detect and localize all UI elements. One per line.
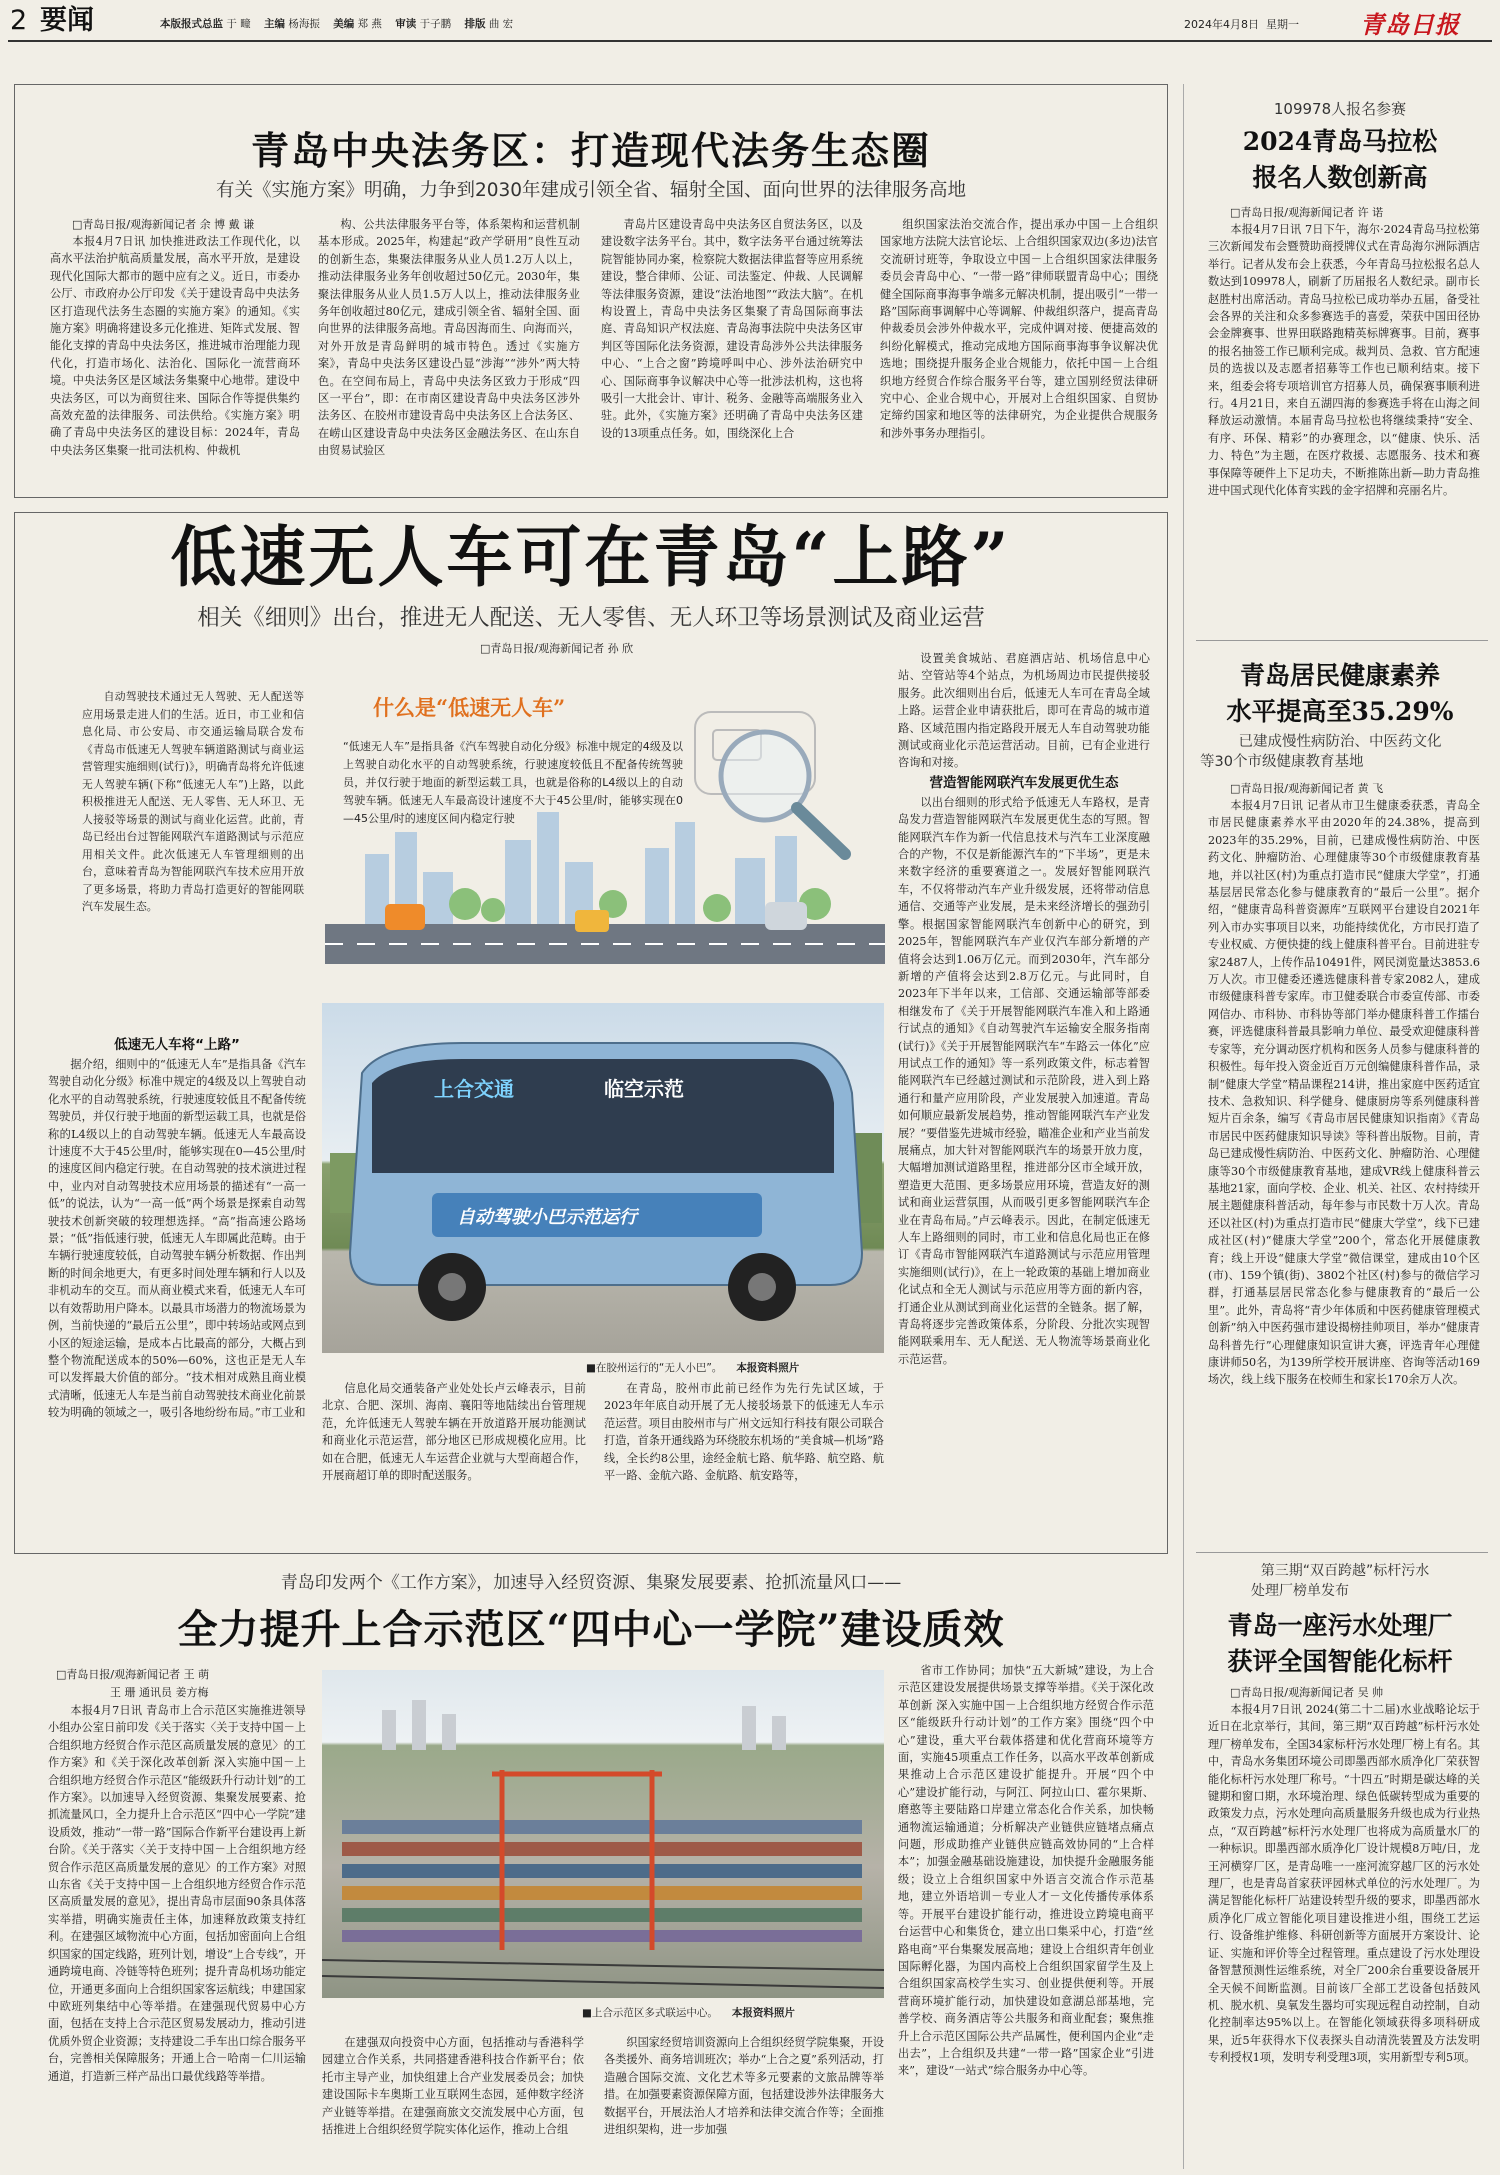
credit-layout: 排版 曲 宏 bbox=[464, 18, 514, 30]
containers-illustration bbox=[342, 1820, 862, 1942]
newspaper-logo: 青岛日报 bbox=[1360, 10, 1460, 39]
credit-proof: 审读 于子鹏 bbox=[395, 18, 452, 30]
byline-health: □青岛日报/观海新闻记者 黄 飞 bbox=[1230, 782, 1384, 795]
sco-col-3: 织国家经贸培训资源向上合组织经贸学院集聚，开设各类援外、商务培训班次；举办“上合之夏”系列活动，打造融合国际交流、文化艺术等多元要素的文旅品牌等举措。在加强要素资源保障方面，包括建设涉外法律服务大数据平台，开展法治人才培养和法律交流合作等；全面推进组织架构，进一步加强 bbox=[604, 2036, 884, 2137]
byline-unmanned: □青岛日报/观海新闻记者 孙 欣 bbox=[480, 642, 634, 655]
sidebar-divider bbox=[1183, 84, 1184, 2169]
headline-wastewater-1: 青岛一座污水处理厂 bbox=[1227, 1611, 1453, 1640]
kicker-marathon: 109978人报名参赛 bbox=[1273, 100, 1407, 118]
editorial-credits bbox=[160, 16, 513, 31]
caption-logistics: ■上合示范区多式联运中心。 本报资料照片 bbox=[582, 2007, 795, 2019]
unmanned-col-3: 在青岛，胶州市此前已经作为先行先试区域，于2023年年底自动开展了无人接驳场景下的低速无人车示范运营。项目由胶州市与广州文远知行科技有限公司联合打造，首条开通线路为环绕胶东机场的“美食城—机场”路线，全长约8公里，途经金航七路、航华路、航空路、航平一路、金航六路、金航路、航安路等， bbox=[604, 1382, 884, 1483]
photo-logistics-center bbox=[322, 1670, 884, 1998]
headline-wastewater-2: 获评全国智能化标杆 bbox=[1227, 1647, 1453, 1676]
credit-editor: 主编 杨海振 bbox=[264, 18, 320, 30]
legal-col-3: 青岛片区建设青岛中央法务区自贸法务区，以及建设数字法务平台。其中，数字法务平台通过统筹法院智能协同办案，检察院大数据法律监督等应用系统建设，整合律师、公证、司法鉴定、仲裁、人民调解等法律服务资源，建设“法治地图”“政法大脑”。在机构设置上，青岛中央法务区集聚了青岛国际商事法庭、青岛知识产权法庭、青岛海事法院中央法务区审判区等国际化法务资源，建设青岛涉外公共法律服务中心、“上合之窗”跨境呼叫中心、涉外法治研究中心、国际商事争议解决中心等一批涉法机构，这也将吸引一大批会计、审计、税务、金融等高端服务业入驻。此外，《实施方案》还明确了青岛中央法务区建设的13项重点任务。如，围绕深化上合 bbox=[601, 218, 863, 440]
kicker-sco: 青岛印发两个《工作方案》，加速导入经贸资源、集聚发展要素、抢抓流量风口—— bbox=[280, 1573, 902, 1593]
headline-sco: 全力提升上合示范区“四中心一学院”建设质效 bbox=[177, 1606, 1005, 1653]
skyline-icon bbox=[365, 812, 797, 924]
bus-sign-1: 上合交通 bbox=[434, 1077, 514, 1101]
issue-date: 2024年4月8日 星期一 bbox=[1184, 18, 1299, 31]
byline-wastewater: □青岛日报/观海新闻记者 吴 帅 bbox=[1230, 1686, 1384, 1699]
byline-sco-2: 王 珊 通讯员 姜方梅 bbox=[110, 1686, 209, 1699]
subhead-ecosystem: 营造智能网联汽车发展更优生态 bbox=[929, 774, 1119, 791]
unmanned-col-1: 低速无人车将“上路” 据介绍，细则中的“低速无人车”是指具备《汽车驾驶自动化分级》标准中规定的4级及以上驾驶自动化水平的自动驾驶系统，行驶速度较低且不配备传统驾驶员，并仅行驶于地面的新型运载工具，也就是俗称的L4级以上的自动驾驶车辆。低速无人车最高设计速度不大于45公里/时，能够实现在0—45公里/时的速度区间内稳定行驶。在自动驾驶的技术演进过程中，业内对自动驾驶技术应用场景的描述有“一高一低”的说法，认为“一高一低”两个场景是探索自动驾驶技术创新突破的较理想选择。“高”指高速公路场景；“低”指低速行驶，低速无人车即属此范畴。由于车辆行驶速度较低，自动驾驶车辆分析数据、作出判断的时间余地更大，有更多时间处理车辆和行人以及非机动车的交互。而从商业模式来看，低速无人车可以有效帮助用户降本。以最具市场潜力的物流场景为例，当前快递的“最后五公里”，即中转场站或网点到小区的短途运输，是成本占比最高的部分，大概占到整个物流配送成本的50%—60%，这也正是无人车可以发挥最大价值的部分。“技术相对成熟且商业模式清晰，低速无人车是当前自动驾驶技术商业化前景较为明确的领域之一，吸引各地纷纷布局。”市工业和 bbox=[48, 1034, 306, 1549]
credit-art: 美编 郑 燕 bbox=[333, 18, 382, 30]
sidebar-rule-1 bbox=[1196, 640, 1488, 641]
info-text: “低速无人车”是指具备《汽车驾驶自动化分级》标准中规定的4级及以上驾驶自动化水平的自动驾驶系统，行驶速度较低且不配备传统驾驶员，并仅行驶于地面的新型运载工具，也就是俗称的L4级以上的自动驾驶车辆。低速无人车最高设计速度不大于45公里/时，能够实现在0—45公里/时的速度区间内稳定行驶 bbox=[343, 740, 683, 825]
sco-col-2: 在建强双向投资中心方面，包括推动与香港科学园建立合作关系，共同搭建香港科技合作新平台；依托市主导产业，加快组建上合产业发展委员会；加快建设国际卡车奥斯工业互联网生态园，延伸数字经济产业链等举措。在建强商旅文交流发展中心方面，包括推进上合组织经贸学院实体化运作，推动上合组 bbox=[322, 2036, 584, 2137]
byline-legal: □青岛日报/观海新闻记者 余 博 戴 谦 bbox=[72, 218, 255, 231]
city-illustration bbox=[325, 672, 885, 992]
headline-marathon-2: 报名人数创新高 bbox=[1252, 163, 1428, 192]
headline-health-1: 青岛居民健康素养 bbox=[1239, 661, 1440, 690]
headline-legal-district: 青岛中央法务区：打造现代法务生态圈 bbox=[250, 128, 931, 173]
deck-health-2: 等30个市级健康教育基地 bbox=[1200, 754, 1364, 770]
legal-col-1: □青岛日报/观海新闻记者 余 博 戴 谦 本报4月7日讯 加快推进政法工作现代化，以高水平法治护航高质量发展，高水平开放，是建设现代化国际大都市的题中应有之义。近日，市委办公厅、市政府办公厅印发《关于建设青岛中央法务区打造现代法务生态圈的实施方案》的通知。《实施方案》明确将建设多元化推进、矩阵式发展、智能化支撑的青岛中央法务区，推进城市治理能力现代化，打造市场化、法治化、国际化一流营商环境。中央法务区是区域法务集聚中心地带。建设中央法务区，可以为商贸往来、国际合作等提供集约高效充盈的法律服务、司法供给。《实施方案》明确了青岛中央法务区的建设目标：2024年，青岛中央法务区集聚一批司法机构、仲裁机 bbox=[50, 218, 300, 457]
crane-illustration bbox=[492, 1770, 662, 1950]
photo-autonomous-bus bbox=[322, 1003, 884, 1353]
headline-unmanned-vehicle: 低速无人车可在青岛“上路” bbox=[170, 518, 1012, 596]
section-title: 要闻 bbox=[40, 5, 94, 36]
byline-sco-1: □青岛日报/观海新闻记者 王 萌 bbox=[56, 1668, 210, 1681]
health-body: □青岛日报/观海新闻记者 黄 飞 本报4月7日讯 记者从市卫生健康委获悉，青岛全市居民健康素养水平由2020年的24.38%，提高到2023年的35.29%，目前，已建成慢性病防治、中医药文化、肿瘤防治、心理健康等30个市级健康教育基地，并以社区(村)为重点打造市民“健康大学堂”，打通基层居民常态化参与健康教育的“最后一公里”。据介绍，“健康青岛科普资源库”互联网平台建设自2021年列入市办实事项目以来，功能持续优化，方市民打造了专业权威、方便快捷的线上健康科普平台。目前进驻专家2487人，上传作品10491件，网民浏览量达3853.6万人次。市卫健委还遴选健康科普专家2082人，建成市级健康科普专家库。市卫健委联合市委宣传部、市委网信办、市科协、市科协等部门举办健康科普工作擂台赛，评选健康科普最具影响力单位、最受欢迎健康科普专家等，充分调动医疗机构和医务人员参与健康科普的积极性。每年投入资金近百万元创编健康科普作品，录制“健康大学堂”精品课程214讲，推出家庭中医药适宜技术、急救知识、科学健身、健康厨房等系列健康科普短片百余条，编写《青岛市居民健康知识指南》《青岛市居民中医药健康知识导读》等科普出版物。目前，青岛已建成慢性病防治、中医药文化、肿瘤防治、心理健康等30个市级健康教育基地，建成VR线上健康科普云基地21家，面向学校、企业、机关、社区、农村持续开展主题健康科普活动，每年参与市民数十万人次。青岛还以社区(村)为重点打造市民“健康大学堂”，线下已建成社区(村)“健康大学堂”200个，常态化开展健康教育；线上开设“健康大学堂”微信课堂，建成由10个区(市)、159个镇(街)、3802个社区(村)参与的微信学习群，打通基层居民常态化参与健康教育的“最后一公里”。此外，青岛将“青少年体质和中医药健康管理模式创新”纳入中医药强市建设揭榜挂帅项目，举办“健康青岛科普先行”心理健康知识宣讲大赛，评选青年心理健康讲师50名，为139所学校开展讲座、咨询等活动169场次，线上线下服务在校师生和家长170余万人次。 bbox=[1208, 782, 1480, 1387]
byline-marathon: □青岛日报/观海新闻记者 许 诺 bbox=[1230, 206, 1384, 219]
subhead-on-road: 低速无人车将“上路” bbox=[114, 1037, 240, 1053]
sco-col-1: 本报4月7日讯 青岛市上合示范区实施推进领导小组办公室日前印发《关于落实〈关于支持中国－上合组织地方经贸合作示范区高质量发展的意见〉的工作方案》和《关于深化改革创新 深入实施中国－上合组织地方经贸合作示范区“能级跃升行动计划”的工作方案》。以加速导入经贸资源、集聚发展要素、抢抓流量风口，全力提升上合示范区“四中心一学院”建设质效，推动“一带一路”国际合作新平台建设再上新台阶。《关于落实〈关于支持中国－上合组织地方经贸合作示范区高质量发展的意见〉的工作方案》对照山东省《关于支持中国－上合组织地方经贸合作示范区高质量发展的意见》，提出青岛市层面90条具体落实举措，明确实施责任主体，加速释放政策支持红利。在建强区域物流中心方面，包括加密面向上合组织国家的国定线路，班列计划，增设“上合专线”，开通跨境电商、冷链等特色班列；提升青岛机场功能定位，开通更多面向上合组织国家客运航线；申建国家中欧班列集结中心等举措。在建强现代贸易中心方面，包括在支持上合示范区贸易发展动力，推动引进优质外贸企业资源；支持建设二手车出口综合服务平台，完善相关保障服务；开通上合－哈南－仁川运输通道，打造新三样产品出口最优线路等举措。 bbox=[48, 1704, 306, 2083]
legal-col-4: 组织国家法治交流合作，提出承办中国－上合组织国家地方法院大法官论坛、上合组织国家双边(多边)法官交流研讨班等，争取设立中国－上合组织国家法律服务委员会青岛中心、“一带一路”律师联盟青岛中心；围绕健全国际商事海事争端多元解决机制，提出吸引“一带一路”国际商事调解中心等调解、仲裁组织落户，提高青岛仲裁委员会涉外仲裁水平，完成仲调对接、便捷高效的纠纷化解模式，推动完成地方国际商事海事争议解决优选地；围绕提升服务企业合规能力，依托中国－上合组织地方经贸合作综合服务平台等，建立国别经贸法律研究中心、企业合规中心，开展对上合组织国家、自贸协定缔约国家和地区等的法律研究，为企业提供合规服务和涉外事务办理指引。 bbox=[880, 218, 1158, 440]
magnifier-icon bbox=[695, 712, 845, 854]
info-title: 什么是“低速无人车” bbox=[373, 695, 566, 720]
wastewater-body: □青岛日报/观海新闻记者 吴 帅 本报4月7日讯 2024(第二十二届)水业战略论坛于近日在北京举行，其间，第三期“双百跨越”标杆污水处理厂榜单发布，全国34家标杆污水处理厂榜上有名。其中，青岛水务集团环境公司即墨西部水质净化厂荣获智能化标杆污水处理厂称号。“十四五”时期是碳达峰的关键期和窗口期，水环境治理、绿色低碳转型成为重要的政策发力点，污水处理向高质量服务升级也成为行业热点，“双百跨越”标杆污水处理厂也将成为高质量水厂的一种标识。即墨西部水质净化厂设计规模8万吨/日，龙王河横穿厂区，是青岛唯一一座河流穿越厂区的污水处理厂，也是青岛首家获评园林式单位的污水处理厂。为满足智能化标杆厂站建设转型升级的要求，即墨西部水质净化厂成立智能化项目建设推进小组，围绕工艺运行、设备维护维修、科研创新等方面展开方案设计、论证、实施和评价等全过程管理。重点建设了污水处理设备智慧预测性运维系统，对全厂200余台重要设备展开全天候不间断监测。目前该厂全部工艺设备包括鼓风机、脱水机、臭氧发生器均可实现远程自动控制，自动化控制率达95%以上。在智能化领域获得多项科研成果，近5年获得水下仪表探头自动清洗装置及方法发明专利授权1项，发明专利受理3项，实用新型专利5项。 bbox=[1208, 1686, 1480, 2065]
marathon-body: □青岛日报/观海新闻记者 许 诺 本报4月7日讯 7日下午，海尔·2024青岛马拉松第三次新闻发布会暨赞助商授牌仪式在青岛海尔洲际酒店举行。记者从发布会上获悉，今年青岛马拉松报名总人数达到109978人，刷新了历届报名人数纪录。副市长赵胜村出席活动。青岛马拉松已成功举办五届，备受社会各界的关注和众多参赛选手的喜爱，荣获中国田径协会金牌赛事、世界田联路跑精英标牌赛事。目前，赛事的报名抽签工作已顺利完成。裁判员、急救、官方配速员的选拔以及志愿者招募等工作也已顺利结束。接下来，组委会将专项培训官方招募人员，确保赛事顺利进行。4月21日，来自五湖四海的参赛选手将在山海之间释放运动激情。本届青岛马拉松也将继续秉持“安全、有序、环保、精彩”的办赛理念，以“健康、快乐、活力、特色”为主题，在医疗救援、志愿服务、技术和赛事保障等硬件上下足功夫，不断推陈出新—助力青岛推进中国式现代化体育实践的金字招牌和亮丽名片。 bbox=[1208, 206, 1480, 498]
credit-chief: 本版报式总监 于 疃 bbox=[160, 18, 251, 30]
legal-col-2: 构、公共法律服务平台等，体系架构和运营机制基本形成。2025年，构建起“政产学研用”良性互动的创新生态，集聚法律服务从业人员1.2万人以上，推动法律服务业务年创收超过50亿元。2030年，集聚法律服务从业人员1.5万人以上，推动法律服务业务年创收超过80亿元，建成引领全省、辐射全国、面向世界的法律服务高地。青岛因海而生、向海而兴，对外开放是青岛鲜明的城市特色。透过《实施方案》，青岛中央法务区建设凸显“涉海”“涉外”两大特色。在空间布局上，青岛中央法务区致力于形成“四区一平台”，即：在市南区建设青岛中央法务区涉外法务区、在胶州市建设青岛中央法务区上合法务区、在崂山区建设青岛中央法务区金融法务区、在山东自由贸易试验区 bbox=[318, 218, 580, 458]
deck-legal-district: 有关《实施方案》明确，力争到2030年建成引领全省、辐射全国、面向世界的法律服务高地 bbox=[215, 180, 967, 201]
sidebar-rule-2 bbox=[1196, 1552, 1488, 1553]
sco-col-4: 省市工作协同；加快“五大新城”建设，为上合示范区建设发展提供场景支撑等举措。《关于深化改革创新 深入实施中国－上合组织地方经贸合作示范区“能级跃升行动计划”的工作方案》围绕“四个中心”建设，重大平台载体搭建和优化营商环境等方面，实施45项重点工作任务，以高水平改革创新成果推动上合示范区建设扩能提升。开展“四个中心”建设扩能行动，与阿江、阿拉山口、霍尔果斯、磨憨等主要陆路口岸建立常态化合作关系，加快畅通物流运输通道；分析解决产业链供应链堵点痛点问题，形成助推产业链供应链高效协同的“上合样本”；加强金融基础设施建设，加快提升金融服务能级；设立上合组织国家中外语言交流合作示范基地，建立外语培训－专业人才－文化传播传承体系等。开展平台建设扩能行动，推进设立跨境电商平台运营中心和集货仓，建立出口集采中心，打造“丝路电商”平台集聚发展高地；建设上合组织青年创业国际孵化器，为国内高校上合组织国家留学生及上合组织国家高校学生实习、创业提供便利等。开展营商环境扩能行动，加快建设如意湖总部基地，完善学校、商务酒店等公共服务和商业配套；聚焦推升上合示范区国际公共产品属性，便利国内企业“走出去”，上合组织及共建“一带一路”国家企业“引进来”，建设“一站式”综合服务办中心等。 bbox=[898, 1664, 1154, 2078]
caption-bus: ■在胶州运行的“无人小巴”。 本报资料照片 bbox=[586, 1362, 800, 1374]
masthead-rule bbox=[8, 40, 1492, 42]
info-panel bbox=[325, 672, 885, 992]
headline-marathon-1: 2024青岛马拉松 bbox=[1242, 127, 1438, 156]
rail-lines bbox=[322, 1960, 884, 1988]
kicker-wastewater-1: 第三期“双百跨越”标杆污水 bbox=[1260, 1563, 1430, 1579]
headline-health-2: 水平提高至35.29% bbox=[1226, 697, 1454, 726]
bus-sign-2: 临空示范 bbox=[604, 1077, 684, 1101]
unmanned-col-4: 设置美食城站、君庭酒店站、机场信息中心站、空管站等4个站点，为机场周边市民提供接驳服务。此次细则出台后，低速无人车可在青岛全域上路。运营企业申请获批后，即可在青岛的城市道路、区域范围内指定路段开展无人车自动驾驶功能测试或商业化示范运营活动。目前，已有企业进行咨询和对接。 营造智能网联汽车发展更优生态 以出台细则的形式给予低速无人车路权，是青岛发力营造智能网联汽车发展更优生态的写照。智能网联汽车作为新一代信息技术与汽车工业深度融合的产物，不仅是新能源汽车的“下半场”，更是未来数字经济的重要赛道之一。发展好智能网联汽车，不仅将带动汽车产业升级发展，还将带动信息通信、交通等产业发展，是未来经济增长的强劲引擎。根据国家智能网联汽车创新中心的研究，到2025年，智能网联汽车产业仅汽车部分新增的产值将会达到1.06万亿元。而到2030年，汽车部分新增的产值将会达到2.8万亿元。与此同时，自2023年下半年以来，工信部、交通运输部等部委相继发布了《关于开展智能网联汽车准入和上路通行试点的通知》《自动驾驶汽车运输安全服务指南(试行)》《关于开展智能网联汽车“车路云一体化”应用试点工作的通知》等一系列政策文件，标志着智能网联汽车已经越过测试和示范阶段，进入到上路通行和量产应用阶段，产业发展驶入加速道。青岛如何顺应最新发展趋势，推动智能网联汽车产业发展？“要借鉴先进城市经验，瞄准企业和产业当前发展痛点，加大针对智能网联汽车的场景开放力度，大幅增加测试道路里程，推进部分区市全域开放，塑造更大范围、更多场景应用环境，营造友好的测试和商业运营氛围，从而吸引更多智能网联汽车企业在青岛布局。”卢云峰表示。因此，在制定低速无人车上路细则的同时，市工业和信息化局也正在修订《青岛市智能网联汽车道路测试与示范应用管理实施细则(试行)》，在上一轮政策的基础上增加商业化试点和全无人测试与示范应用等方面的新内容，打通企业从测试到商业化运营的全链条。据了解，青岛将逐步完善政策体系，分阶段、分批次实现智能网联乘用车、无人配送、无人物流等场景商业化示范运营。 bbox=[898, 652, 1150, 1366]
page-number: 2 bbox=[10, 5, 28, 36]
unmanned-col-2: 信息化局交通装备产业处处长卢云峰表示，目前北京、合肥、深圳、海南、襄阳等地陆续出台管理规范，允许低速无人驾驶车辆在开放道路开展功能测试和商业化示范运营，部分地区已形成规模化应用。比如在合肥，低速无人车运营企业就与大型商超合作，开展商超订单的即时配送服务。 bbox=[322, 1382, 586, 1483]
kicker-wastewater-2: 处理厂榜单发布 bbox=[1251, 1583, 1349, 1599]
unmanned-intro: 自动驾驶技术通过无人驾驶、无人配送等应用场景走进人们的生活。近日，市工业和信息化局、市公安局、市交通运输局联合发布《青岛市低速无人驾驶车辆道路测试与商业运营管理实施细则(试行)》，明确青岛将允许低速无人驾驶车辆(下称“低速无人车”)上路，以此积极推进无人配送、无人零售、无人环卫、无人接驳等场景的测试与商业化运营。此前，青岛已经出台过智能网联汽车道路测试与示范应用相关文件。此次低速无人车管理细则的出台，意味着青岛为智能网联汽车技术应用开放了更多场景，将助力青岛打造更好的智能网联汽车发展生态。 bbox=[82, 690, 304, 913]
deck-health-1: 已建成慢性病防治、中医药文化 bbox=[1238, 734, 1442, 750]
bus-side-text: 自动驾驶小巴示范运行 bbox=[457, 1207, 637, 1228]
deck-unmanned-vehicle: 相关《细则》出台，推进无人配送、无人零售、无人环卫等场景测试及商业运营 bbox=[197, 605, 985, 631]
